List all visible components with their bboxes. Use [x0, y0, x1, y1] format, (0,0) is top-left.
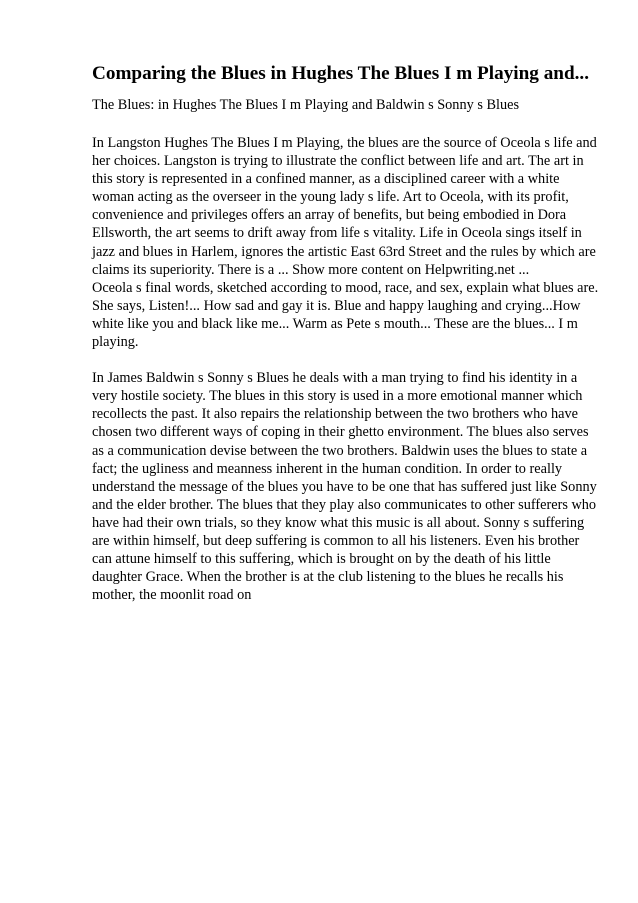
paragraph-gap: [92, 351, 602, 369]
paragraph-oceola-final-words: Oceola s final words, sketched according to mood, race, and sex, explain what blues are. She says, Listen!... How sad and gay it is. Blue and happy laughing and crying...How white like you and black like me... Warm as Pete s mouth... These are the blues... I m playing.: [92, 279, 599, 351]
document-subtitle: The Blues: in Hughes The Blues I m Playing and Baldwin s Sonny s Blues: [92, 97, 520, 113]
paragraph-baldwin: In James Baldwin s Sonny s Blues he deals with a man trying to find his identity in a very hostile society. The blues in this story is used in a more emotional manner which recollects the past. It also repairs the relationship between the two brothers who have chosen two different ways of coping in their ghetto environment. The blues also serves as a communication devise between the two brothers. Baldwin uses the blues to state a fact; the ugliness and meanness inherent in the human condition. In order to really understand the message of the blues you have to be one that has suffered just like Sonny and the elder brother. The blues that they play also communicates to other sufferers who have had their own trials, so they know what this music is all about. Sonny s suffering are within himself, but deep suffering is common to all his listeners. Even his brother can attune himself to this suffering, which is brought on by the death of his little daughter Grace. When the brother is at the club listening to the blues he recalls his mother, the moonlit road on: [92, 370, 597, 604]
paragraph-hughes: In Langston Hughes The Blues I m Playing, the blues are the source of Oceola s life and her choices. Langston is trying to illustrate the conflict between life and art. The art in this story is represented in a confined manner, as a disciplined career with a white woman acting as the overseer in the young lady s life. Art to Oceola, with its profit, convenience and privileges offers an array of benefits, but being embodied in Dora Ellsworth, the art seems to drift away from life s vitality. Life in Oceola sings itself in jazz and blues in Harlem, ignores the artistic East 63rd Street and the rules by which are claims its superiority. There is a ... Show more content on Helpwriting.net ...: [92, 135, 597, 278]
document-title: Comparing the Blues in Hughes The Blues I m Playing and...: [92, 63, 590, 84]
document-page: [92, 62, 602, 604]
